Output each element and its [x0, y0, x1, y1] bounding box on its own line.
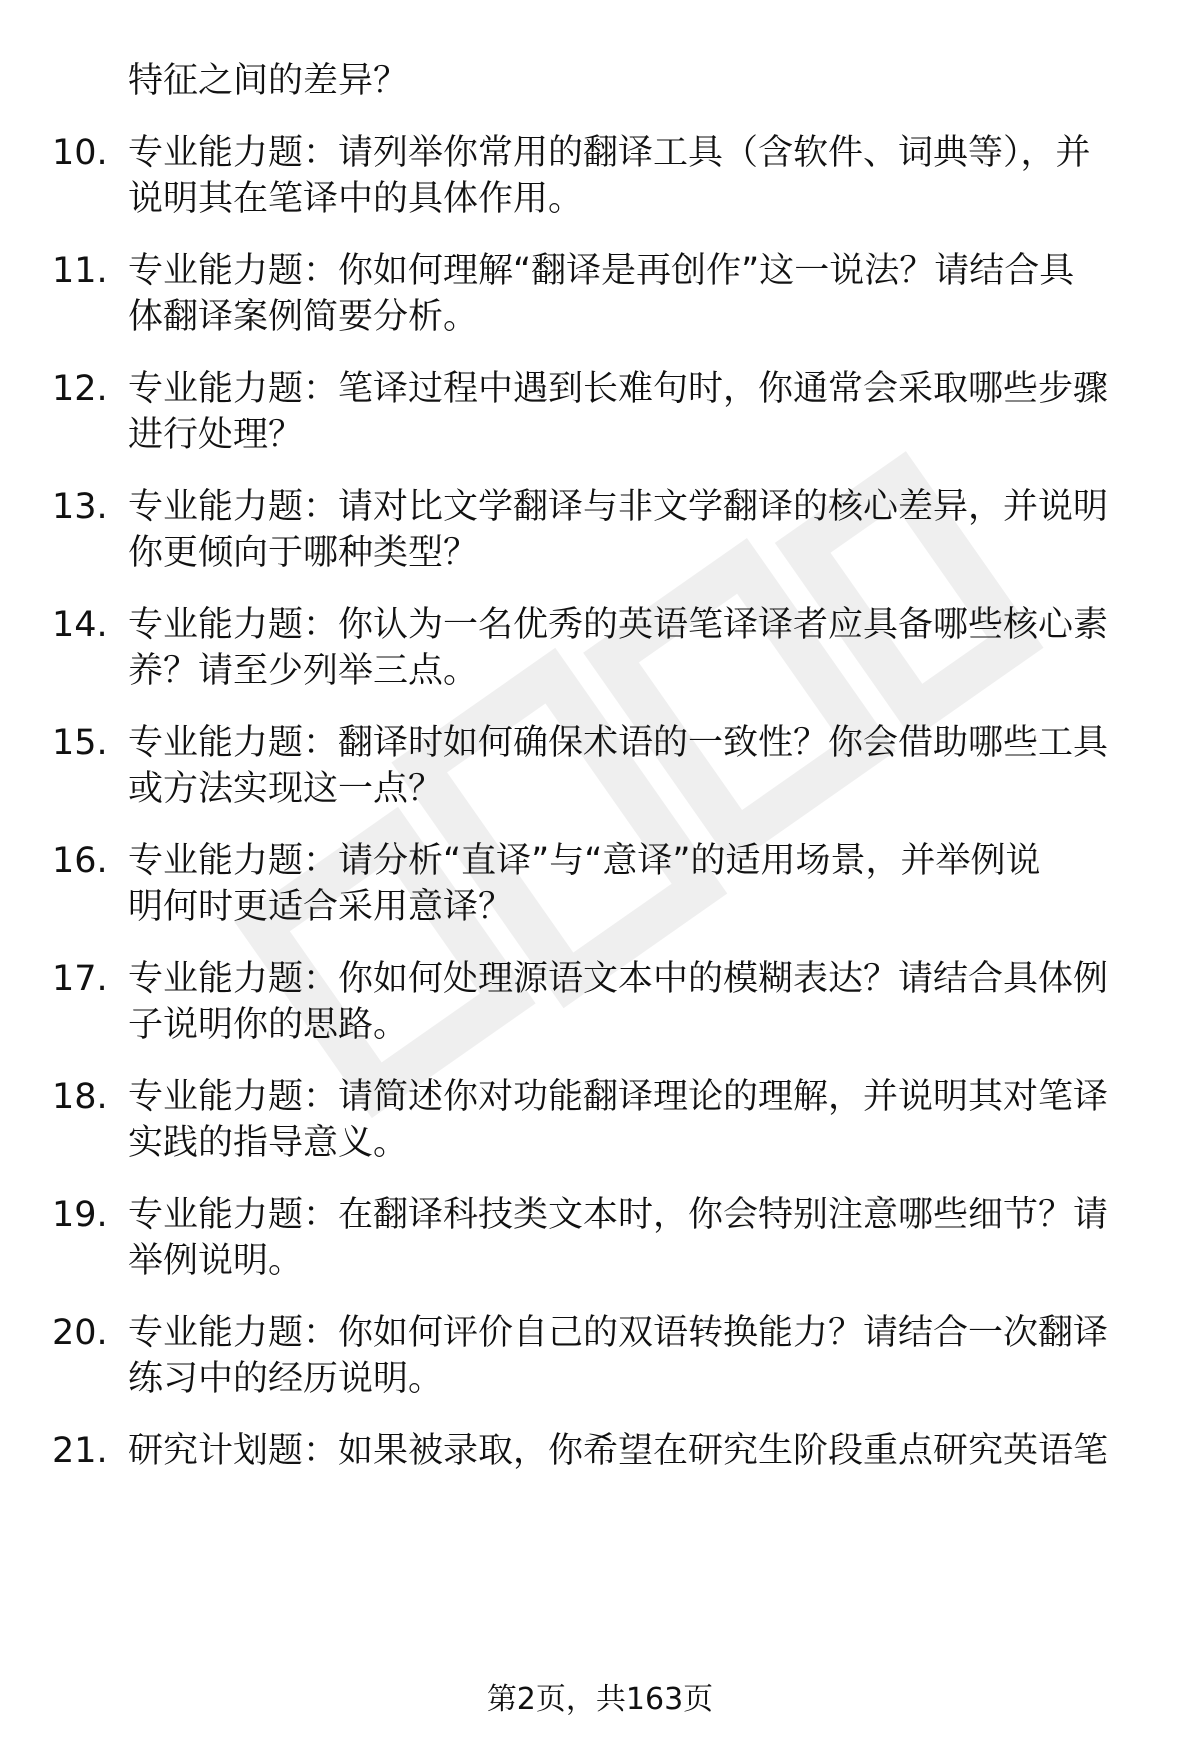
item-line: 专业能力题：你如何处理源语文本中的模糊表达？请结合具体例 — [128, 959, 1109, 999]
item-number: 14. — [52, 605, 108, 645]
item-number: 13. — [52, 487, 108, 527]
item-line: 实践的指导意义。 — [128, 1123, 409, 1163]
item-number: 19. — [52, 1195, 108, 1235]
item-number: 18. — [52, 1077, 108, 1117]
item-line: 你更倾向于哪种类型？ — [128, 533, 479, 573]
item-line: 专业能力题：你如何理解“翻译是再创作”这一说法？请结合具 — [128, 251, 1075, 291]
item-line: 专业能力题：笔译过程中遇到长难句时，你通常会采取哪些步骤 — [128, 369, 1109, 409]
item-line: 专业能力题：你如何评价自己的双语转换能力？请结合一次翻译 — [128, 1313, 1109, 1353]
item-line: 专业能力题：在翻译科技类文本时，你会特别注意哪些细节？请 — [128, 1195, 1109, 1235]
item-line: 专业能力题：请对比文学翻译与非文学翻译的核心差异，并说明 — [128, 487, 1109, 527]
item-line: 体翻译案例简要分析。 — [128, 297, 479, 337]
page-footer: 第2页，共163页 — [486, 1682, 714, 1717]
item-number: 11. — [52, 251, 108, 291]
item-line: 养？请至少列举三点。 — [128, 651, 479, 691]
item-line: 专业能力题：请简述你对功能翻译理论的理解，并说明其对笔译 — [128, 1077, 1109, 1117]
item-line: 专业能力题：翻译时如何确保术语的一致性？你会借助哪些工具 — [128, 723, 1109, 763]
item-number: 20. — [52, 1313, 108, 1353]
item-line: 或方法实现这一点？ — [128, 769, 444, 809]
item-line: 说明其在笔译中的具体作用。 — [128, 179, 584, 219]
item-line: 举例说明。 — [128, 1241, 304, 1281]
item-number: 16. — [52, 841, 108, 881]
item-number: 10. — [52, 133, 108, 173]
item-line: 专业能力题：请列举你常用的翻译工具（含软件、词典等），并 — [128, 133, 1091, 173]
item-number: 15. — [52, 723, 108, 763]
item-line: 子说明你的思路。 — [128, 1005, 409, 1045]
item-line: 练习中的经历说明。 — [128, 1359, 444, 1399]
item-line: 特征之间的差异？ — [128, 61, 409, 101]
item-line: 明何时更适合采用意译？ — [128, 887, 514, 927]
item-number: 21. — [52, 1431, 108, 1471]
item-line: 研究计划题：如果被录取，你希望在研究生阶段重点研究英语笔 — [128, 1431, 1109, 1471]
item-line: 进行处理？ — [128, 415, 304, 455]
item-line: 专业能力题：请分析“直译”与“意译”的适用场景，并举例说 — [128, 841, 1041, 881]
item-line: 专业能力题：你认为一名优秀的英语笔译译者应具备哪些核心素 — [128, 605, 1109, 645]
item-number: 17. — [52, 959, 108, 999]
item-number: 12. — [52, 369, 108, 409]
